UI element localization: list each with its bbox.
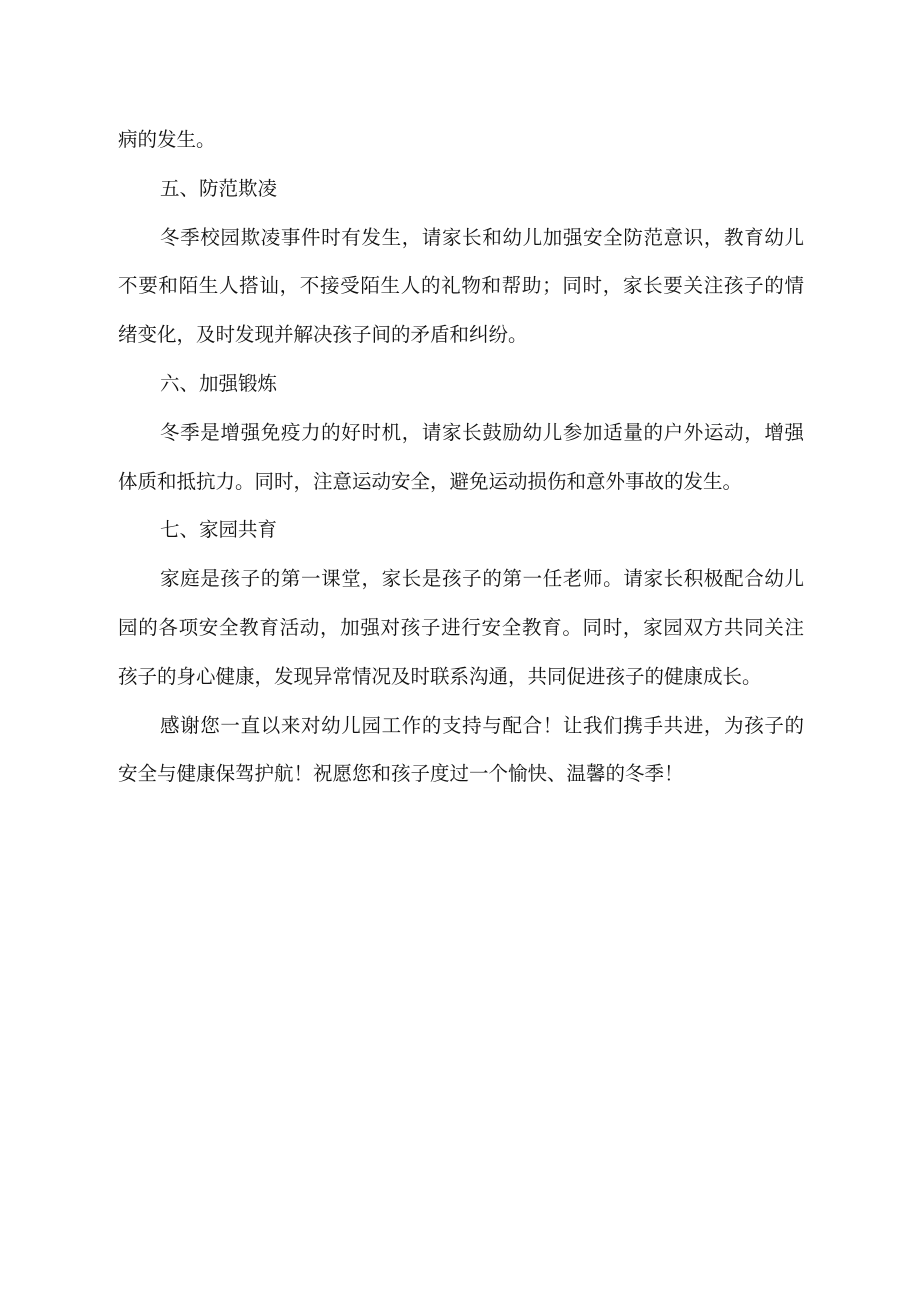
paragraph-line: 不要和陌生人搭讪，不接受陌生人的礼物和帮助；同时，家长要关注孩子的情	[118, 274, 804, 298]
paragraph-line: 园的各项安全教育活动，加强对孩子进行安全教育。同时，家园双方共同关注	[118, 615, 804, 639]
section-heading-exercise: 六、加强锻炼	[160, 371, 278, 395]
paragraph-line: 孩子的身心健康，发现异常情况及时联系沟通，共同促进孩子的健康成长。	[118, 664, 762, 688]
paragraph-continuation-line: 病的发生。	[118, 128, 216, 151]
document-body	[118, 121, 804, 804]
closing-paragraph-line: 感谢您一直以来对幼儿园工作的支持与配合！让我们携手共进，为孩子的	[160, 713, 804, 737]
paragraph-line: 体质和抵抗力。同时，注意运动安全，避免运动损伤和意外事故的发生。	[118, 469, 743, 493]
paragraph-line: 冬季校园欺凌事件时有发生，请家长和幼儿加强安全防范意识，教育幼儿	[160, 225, 804, 249]
paragraph-line: 家庭是孩子的第一课堂，家长是孩子的第一任老师。请家长积极配合幼儿	[160, 567, 804, 591]
closing-paragraph-line: 安全与健康保驾护航！祝愿您和孩子度过一个愉快、温馨的冬季！	[118, 762, 684, 786]
paragraph-line: 绪变化，及时发现并解决孩子间的矛盾和纠纷。	[118, 323, 528, 347]
section-heading-anti-bullying: 五、防范欺凌	[160, 176, 278, 200]
section-heading-home-school: 七、家园共育	[160, 518, 278, 542]
paragraph-line: 冬季是增强免疫力的好时机，请家长鼓励幼儿参加适量的户外运动，增强	[160, 420, 804, 444]
